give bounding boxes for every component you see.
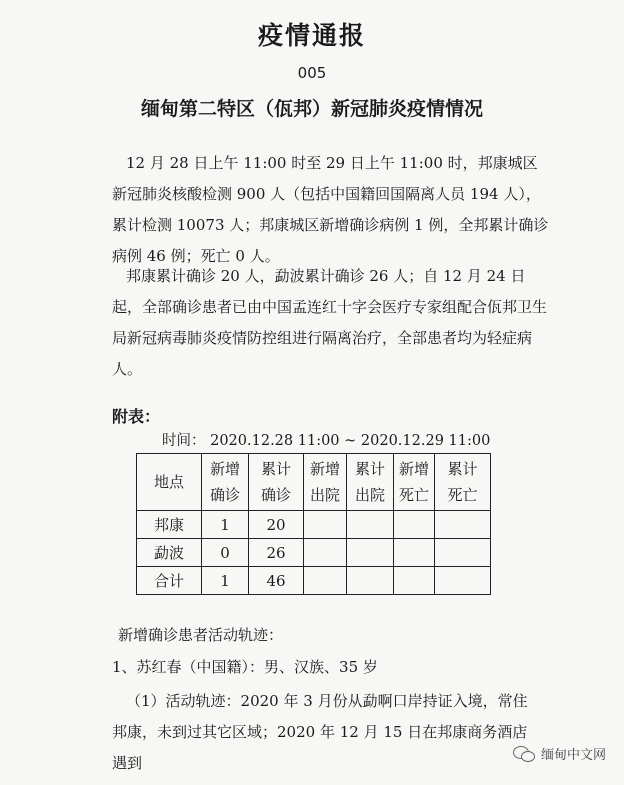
watermark — [513, 744, 606, 763]
time-range: 时间： 2020.12.28 11:00 ~ 2020.12.29 11:00 — [162, 433, 491, 449]
cell-value: 0 — [202, 539, 249, 567]
wechat-icon — [513, 746, 535, 762]
cell-value — [304, 567, 347, 595]
cell-value: 1 — [202, 567, 249, 595]
cell-value: 1 — [202, 511, 249, 539]
header-new-deaths — [394, 454, 435, 511]
cell-value: 20 — [249, 511, 304, 539]
header-text: 累计出院 — [354, 460, 385, 504]
paragraph-cases — [112, 261, 552, 385]
header-new-discharged — [304, 454, 347, 511]
cell-value: 26 — [249, 539, 304, 567]
cell-value: 46 — [249, 567, 304, 595]
header-total-confirmed — [249, 454, 304, 511]
cell-value — [394, 567, 435, 595]
activity-paragraph — [112, 686, 537, 779]
cell-value — [347, 539, 394, 567]
paragraph-testing — [112, 148, 552, 272]
header-text: 累计确诊 — [260, 460, 291, 504]
cell-value — [435, 511, 491, 539]
table-header-row — [137, 454, 491, 511]
cell-location: 勐波 — [137, 539, 202, 567]
activity-text: （1）活动轨迹：2020 年 3 月份从勐啊口岸持证入境，常住邦康，未到过其它区域；2020 年 12 月 15 日在邦康商务酒店遇到 — [112, 692, 528, 772]
cell-value — [304, 511, 347, 539]
header-text: 新增确诊 — [209, 460, 240, 504]
cell-value — [435, 539, 491, 567]
watermark-text: 缅甸中文网 — [540, 748, 606, 763]
header-text: 新增出院 — [309, 460, 340, 504]
table-row — [137, 539, 491, 567]
header-location: 地点 — [137, 454, 202, 511]
paragraph-cases-text: 邦康累计确诊 20 人，勐波累计确诊 26 人；自 12 月 24 日起，全部确诊患者已由中国孟连红十字会医疗专家组配合佤邦卫生局新冠病毒肺炎疫情防控组进行隔离治疗，全部患者均为轻症病人。 — [112, 267, 548, 378]
cell-location: 合计 — [137, 567, 202, 595]
cell-location: 邦康 — [137, 511, 202, 539]
appendix-label: 附表： — [112, 407, 161, 426]
header-total-discharged — [347, 454, 394, 511]
cell-value — [394, 539, 435, 567]
document-number: 005 — [297, 64, 327, 82]
cell-value — [347, 567, 394, 595]
header-text: 新增死亡 — [398, 460, 429, 504]
header-new-confirmed — [202, 454, 249, 511]
cell-value — [304, 539, 347, 567]
cell-value — [435, 567, 491, 595]
case-line: 1、苏红春（中国籍）：男、汉族、35 岁 — [112, 658, 378, 676]
cell-value — [394, 511, 435, 539]
paragraph-testing-text: 12 月 28 日上午 11:00 时至 29 日上午 11:00 时，邦康城区新冠肺炎核酸检测 900 人（包括中国籍回国隔离人员 194 人），累计检测 10073 人；邦康城区新增确诊病例 1 例，全邦累计确诊病例 46 例；死亡 0 人。 — [112, 154, 549, 265]
header-total-deaths — [435, 454, 491, 511]
document-subtitle: 缅甸第二特区（佤邦）新冠肺炎疫情情况 — [140, 98, 483, 120]
cell-value — [347, 511, 394, 539]
stats-table — [136, 453, 491, 595]
track-heading: 新增确诊患者活动轨迹： — [118, 626, 284, 644]
table-row — [137, 511, 491, 539]
document-title: 疫情通报 — [257, 21, 366, 50]
header-text: 累计死亡 — [447, 460, 478, 504]
bubble-small — [521, 751, 535, 762]
table-row — [137, 567, 491, 595]
